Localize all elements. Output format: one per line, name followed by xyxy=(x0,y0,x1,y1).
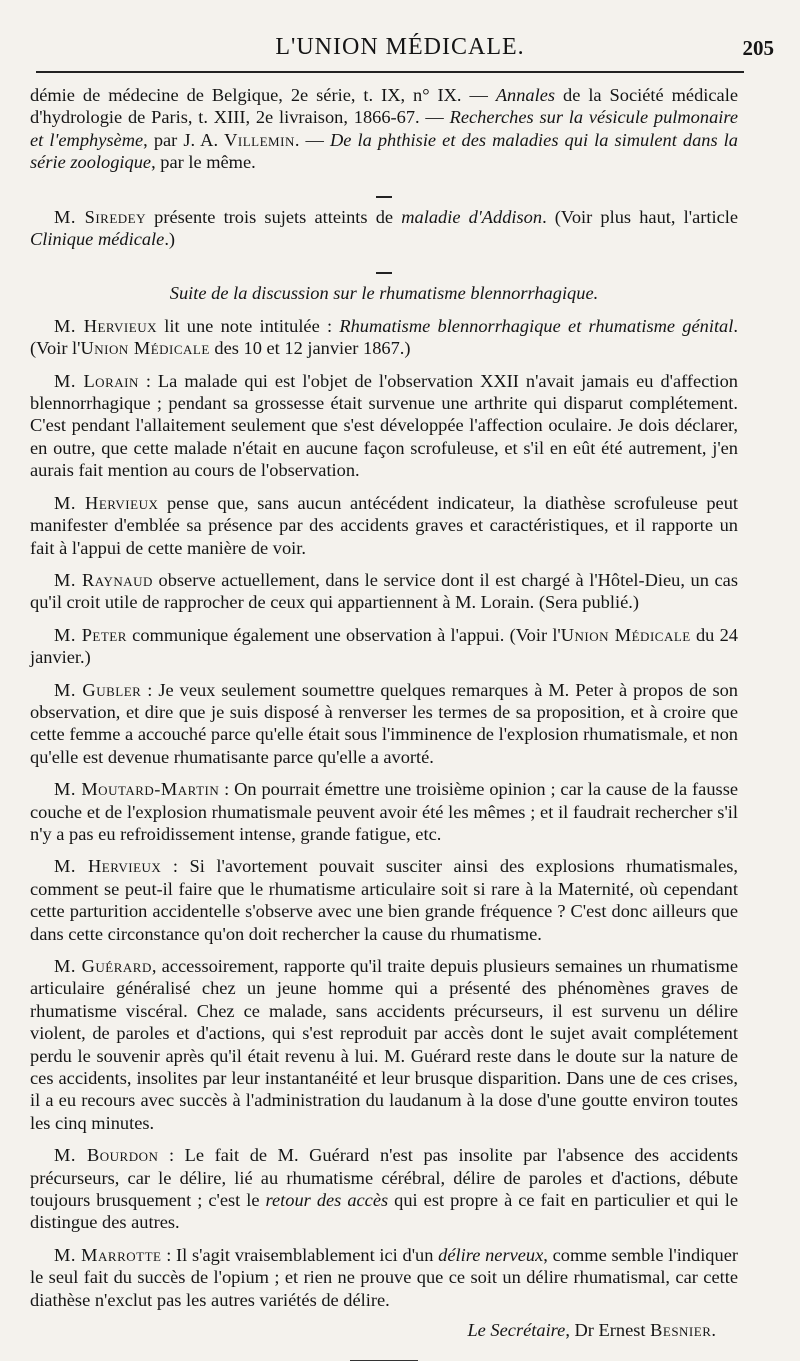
journal-name: Union Médicale xyxy=(80,338,210,359)
italic-run: Recherches sur la vésicule pulmonaire et l'emphysème xyxy=(30,107,739,150)
paragraph-hervieux-note xyxy=(30,315,738,360)
speaker-name: M. Peter xyxy=(54,624,127,645)
body-text xyxy=(30,84,738,1361)
text-run: : On pourrait émettre une troisième opinion ; car la cause de la fausse couche et de l'explosion rhumatismale peuvent avoir été les mêmes ; et il faudrait rechercher s'il n'y a pas eu refroidissement intense, grande fatigue, etc. xyxy=(30,779,739,844)
intro-paragraph xyxy=(30,84,738,174)
paragraph-peter xyxy=(30,624,738,669)
speaker-name: M. Marrotte xyxy=(54,1244,162,1265)
running-header xyxy=(0,34,800,64)
italic-run: maladie d'Addison xyxy=(401,206,543,227)
paragraph-moutard-martin xyxy=(30,778,738,845)
paragraph-gubler xyxy=(30,679,738,769)
text-run: qui est propre à ce fait en particulier et qui le distingue des autres. xyxy=(30,1190,738,1233)
text-run: : La malade qui est l'objet de l'observation XXII n'avait jamais eu d'affection blennorrhagique ; pendant sa grossesse était survenue une arthrite qui disparut complétement. C'est pendant l'allaitement seulement que s'est développée l'affection oculaire. Je dois déclarer, en outre, que cette malade n'était en aucune façon scrofuleuse, et s'il en eût été autrement, j'en aurais fait mention au cours de l'observation. xyxy=(30,370,738,481)
paragraph-lorain xyxy=(30,370,738,482)
speaker-name: M. Moutard-Martin xyxy=(54,779,220,800)
text-run: : Il s'agit vraisemblablement ici d'un xyxy=(161,1244,439,1265)
signature-end: . xyxy=(711,1320,716,1341)
text-run: de la Société médicale d'hydrologie de Paris, t. XIII, 2e livraison, 1866-67. — xyxy=(30,85,738,128)
text-run: communique également une observation à l'appui. (Voir l' xyxy=(126,624,561,645)
text-run: démie de médecine de Belgique, 2e série, t. IX, n° IX. — xyxy=(30,85,496,105)
speaker-name: M. Guérard xyxy=(54,956,152,976)
separator xyxy=(30,260,738,276)
text-run: : Le fait de M. Guérard n'est pas insolite par l'absence des accidents précurseurs, car le délire, lié au rhumatisme cérébral, délire de paroles et d'actions, débute toujours brusquement ; c'est le xyxy=(30,1145,738,1211)
paragraph-hervieux-3 xyxy=(30,855,738,945)
paragraph-marrotte xyxy=(30,1244,738,1311)
text-run: . — xyxy=(294,129,330,150)
italic-run: De la phthisie et des maladies qui la simulent dans la série zoologique xyxy=(30,129,738,173)
speaker-name: M. Hervieux xyxy=(54,315,157,336)
journal-name: Union Médicale xyxy=(560,624,691,645)
paragraph-hervieux-2 xyxy=(30,492,738,559)
speaker-name: M. Lorain xyxy=(54,370,139,391)
speaker-name: M. Raynaud xyxy=(54,569,153,590)
text-run: . (Voir plus haut, l'article xyxy=(542,206,739,227)
text-run: observe actuellement, dans le service dont il est chargé à l'Hôtel-Dieu, un cas qu'il croit utile de rapprocher de ceux qui appartiennent à M. Lorain. (Sera publié.) xyxy=(30,569,738,613)
paragraph-guerard xyxy=(30,955,738,1134)
end-rule xyxy=(350,1360,418,1361)
italic-run: retour des accès xyxy=(265,1190,389,1211)
italic-run: Annales xyxy=(495,85,556,105)
speaker-name: M. Hervieux xyxy=(54,856,162,877)
speaker-name: M. Gubler xyxy=(54,679,142,700)
text-run: : Je veux seulement soumettre quelques remarques à M. Peter à propos de son observation, et dire que je suis disposé à renverser les termes de sa proposition, et à croire que cette femme a accouché parce qu'elle était sous l'imminence de l'explosion rhumatismale, et non qu'elle est devenue rhumatisante parce qu'elle a avorté. xyxy=(30,679,738,767)
italic-run: Rhumatisme blennorrhagique et rhumatisme génital xyxy=(339,315,734,336)
text-run: présente trois sujets atteints de xyxy=(146,206,402,227)
paragraph-raynaud xyxy=(30,569,738,614)
signature xyxy=(30,1319,738,1341)
speaker-name: M. Siredey xyxy=(54,206,146,227)
speaker-name: M. Hervieux xyxy=(54,492,159,513)
page-number: 205 xyxy=(742,36,774,60)
text-run: pense que, sans aucun antécédent indicateur, la diathèse scrofuleuse peut manifester d'emblée sa présence par des accidents graves et caractéristiques, et il rapporte un fait à l'appui de cette manière de voir. xyxy=(30,492,738,558)
italic-run: Clinique médicale xyxy=(30,229,165,250)
author-name: Villemin xyxy=(224,129,295,150)
text-run: , par le même. xyxy=(151,152,256,173)
signature-text: , Dr Ernest xyxy=(565,1320,651,1341)
paragraph-siredey xyxy=(30,206,738,251)
running-title: L'UNION MÉDICALE. xyxy=(275,34,525,60)
text-run: .) xyxy=(164,229,176,250)
separator xyxy=(30,184,738,200)
speaker-name: M. Bourdon xyxy=(54,1145,159,1166)
section-heading: Suite de la discussion sur le rhumatisme blennorrhagique. xyxy=(169,283,599,304)
text-run: : Si l'avortement pouvait susciter ainsi des explosions rhumatismales, comment se peut-il faire que le rhumatisme articulaire soit si rare à la Maternité, où cependant cette parturition accidentelle s'observe avec une bien grande fréquence ? C'est donc ailleurs que dans cette circonstance qu'on doit rechercher la cause du rhumatisme. xyxy=(30,856,738,944)
text-run: lit une note intitulée : xyxy=(156,315,340,336)
signature-surname: Besnier xyxy=(650,1320,712,1341)
text-run: . (Voir l' xyxy=(30,315,738,359)
text-run: du 24 janvier.) xyxy=(30,624,739,668)
text-run: , par J. A. xyxy=(143,129,225,150)
italic-run: délire nerveux xyxy=(438,1244,544,1265)
signature-role: Le Secrétaire xyxy=(467,1320,566,1341)
text-run: , comme semble l'indiquer le seul fait du succès de l'opium ; et rien ne prouve que ce soit un délire rhumatismal, car cette diathèse n'exclut pas les autres variétés de délire. xyxy=(30,1244,738,1310)
paragraph-bourdon xyxy=(30,1144,738,1234)
header-rule xyxy=(36,71,744,73)
text-run: , accessoirement, rapporte qu'il traite depuis plusieurs semaines un rhumatisme articulaire généralisé chez un jeune homme qui a présenté des phénomènes graves de rhumatisme viscéral. Chez ce malade, sans accidents précurseurs, il est survenu un délire violent, de paroles et d'actions, qui s'est reproduit par accès dont le sujet avait complétement perdu le souvenir après qu'il était revenu à lui. M. Guérard reste dans le doute sur la nature de ces accidents, insolites par leur instantanéité et leur brusque disparition. Dans une de ces crises, il a eu recours avec succès à l'administration du laudanum à la dose d'une goutte environ toutes les cinq minutes. xyxy=(30,956,738,1133)
text-run: des 10 et 12 janvier 1867.) xyxy=(209,338,411,359)
